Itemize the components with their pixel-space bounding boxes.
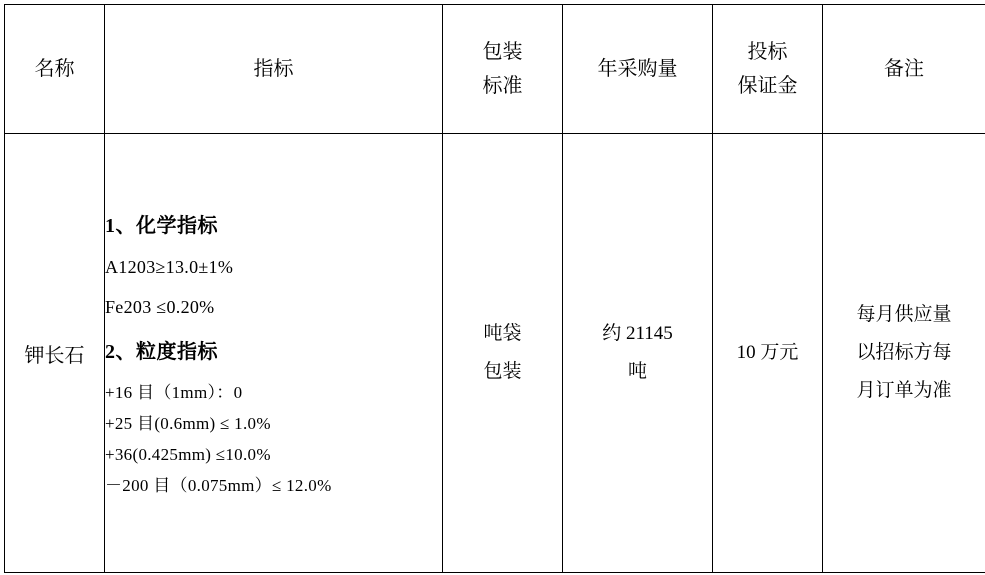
header-annual-qty-line-1: 年采购量	[597, 58, 678, 80]
header-name-line-1: 名称	[34, 58, 75, 80]
spec-granularity-line-3: +36(0.425mm) ≤10.0%	[105, 445, 271, 464]
cell-remark	[823, 134, 985, 573]
header-packing-line-2: 标准	[482, 75, 523, 97]
remark-line-1: 每月供应量	[856, 304, 952, 325]
header-bid-bond-line-1: 投标	[747, 41, 788, 63]
header-cell-packing	[443, 5, 563, 134]
cell-material-name: 钾长石	[5, 134, 105, 573]
spec-granularity-line-4: －200 目（0.075mm）≤ 12.0%	[105, 476, 332, 495]
annual-qty-line-2: 吨	[627, 361, 647, 382]
spec-chemical-line-1: A1203≥13.0±1%	[105, 257, 234, 277]
cell-annual-quantity	[563, 134, 713, 573]
bid-bond-line-1: 10 万元	[736, 342, 799, 363]
header-remark-line-1: 备注	[884, 58, 924, 80]
cell-packing	[443, 134, 563, 573]
table-row	[5, 134, 985, 573]
spec-granularity-line-2: +25 目(0.6mm) ≤ 1.0%	[105, 414, 271, 433]
header-cell-name	[5, 5, 105, 134]
spec-chemical-title: 1、化学指标	[105, 215, 218, 237]
spec-chemical-line-2: Fe203 ≤0.20%	[105, 297, 215, 317]
remark-line-2: 以招标方每	[856, 342, 952, 363]
spec-granularity-line-1: +16 目（1mm）：0	[105, 383, 243, 402]
header-cell-bid-bond	[713, 5, 823, 134]
remark-line-3: 月订单为准	[856, 380, 952, 401]
packing-line-2: 包装	[483, 361, 522, 382]
header-cell-spec	[105, 5, 443, 134]
header-cell-remark	[823, 5, 985, 134]
packing-line-1: 吨袋	[483, 323, 522, 344]
header-spec-line-1: 指标	[253, 58, 294, 80]
cell-bid-bond	[713, 134, 823, 573]
procurement-spec-table	[4, 4, 985, 573]
cell-specification	[105, 134, 443, 573]
spec-granularity-title: 2、粒度指标	[105, 341, 218, 363]
annual-qty-line-1: 约 21145	[602, 323, 673, 344]
header-bid-bond-line-2: 保证金	[737, 75, 798, 97]
header-cell-annual-qty	[563, 5, 713, 134]
header-packing-line-1: 包装	[482, 41, 523, 63]
table-header-row	[5, 5, 985, 134]
